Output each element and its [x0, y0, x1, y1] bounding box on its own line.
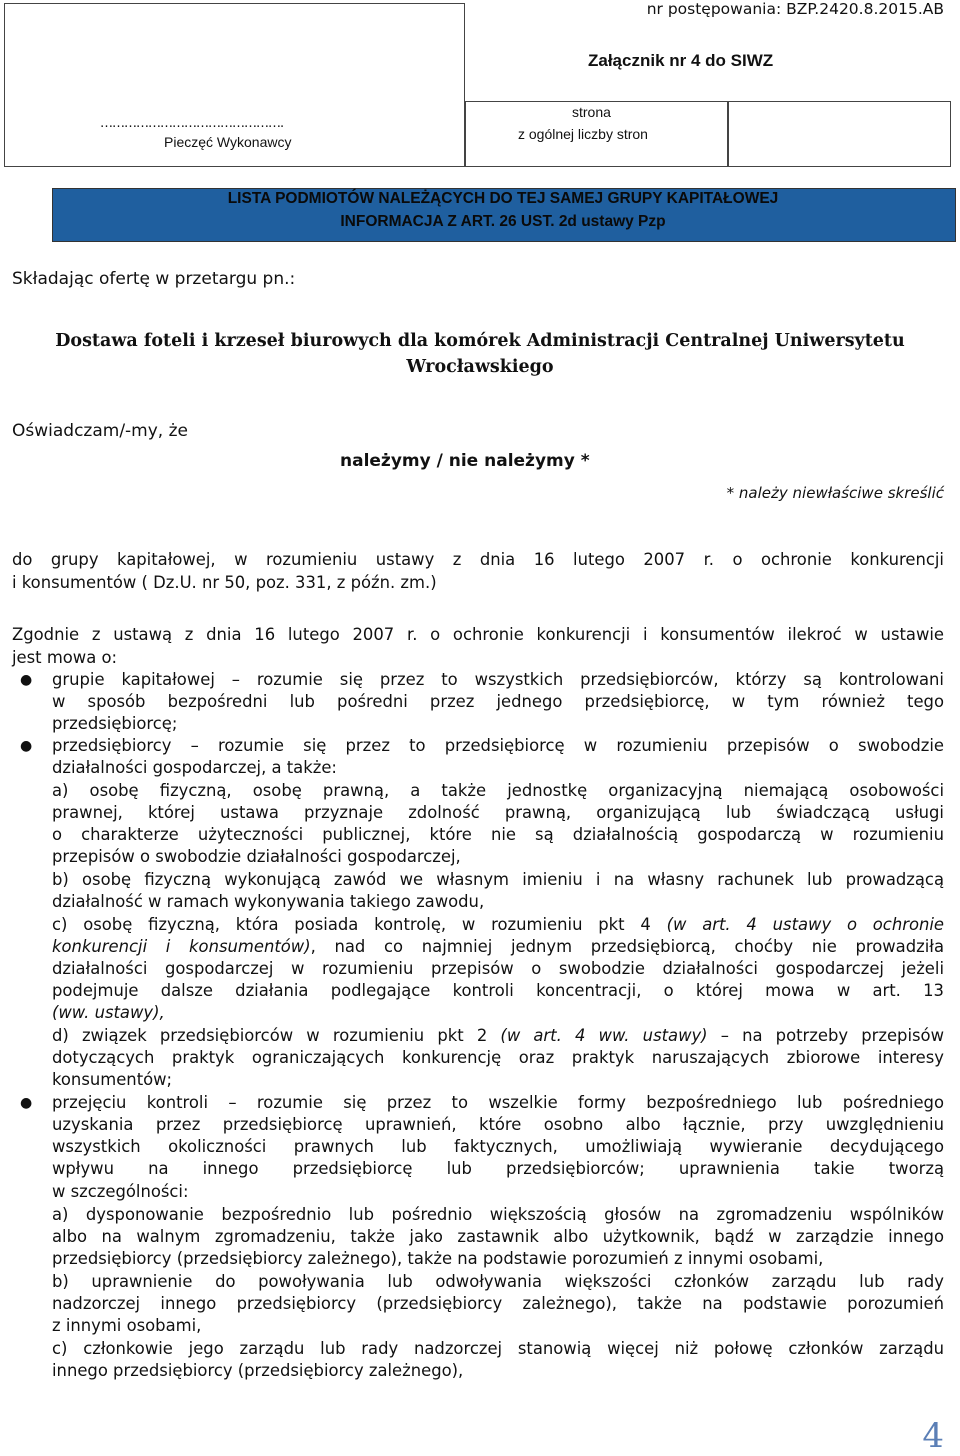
entrepreneur-a-line4: przepisów o swobodzie działalności gospodarczej,: [52, 847, 461, 866]
bullet-icon: ●: [20, 672, 33, 688]
control-b-line3: z innymi osobami,: [52, 1316, 202, 1335]
takeover-line1: przejęciu kontroli – rozumie się przez to wszelkie formy bezpośredniego lub pośredniego: [52, 1093, 944, 1112]
banner-title-line1: LISTA PODMIOTÓW NALEŻĄCYCH DO TEJ SAMEJ GRUPY KAPITAŁOWEJ: [227, 190, 779, 207]
control-a-line1: a) dysponowanie bezpośrednio lub pośrednio większością głosów na zgromadzeniu wspólników: [52, 1205, 944, 1224]
choice-footnote: * należy niewłaściwe skreślić: [726, 484, 944, 502]
tender-title-line1: Dostawa foteli i krzeseł biurowych dla komórek Administracji Centralnej Uniwersytetu: [55, 331, 905, 351]
page-number: 4: [922, 1416, 944, 1456]
entrepreneur-d-line2: dotyczących praktyk ograniczających konkurencję oraz praktyk naruszających zbiorowe interesy: [52, 1048, 944, 1067]
page-label: strona: [572, 104, 611, 120]
definitions-intro-line2: jest mowa o:: [12, 648, 118, 667]
takeover-line4: wpływu na innego przedsiębiorcę lub przedsiębiorców; uprawnienia takie tworzą: [52, 1159, 944, 1178]
entrepreneur-c-line4: podejmuje dalsze działania podlegające kontroli koncentracji, o której mowa w art. 13: [52, 981, 944, 1000]
entrepreneur-d-line3: konsumentów;: [52, 1070, 173, 1089]
entrepreneur-b-line1: b) osobę fizyczną wykonującą zawód we własnym imieniu i na własny rachunek lub prowadzącą: [52, 870, 944, 889]
control-a-line3: przedsiębiorcy (przedsiębiorcy zależnego), także na podstawie porozumień z innymi osobami,: [52, 1249, 824, 1268]
case-number: nr postępowania: BZP.2420.8.2015.AB: [646, 0, 944, 18]
entrepreneur-a-line2: prawnej, której ustawa przyznaje zdolność prawną, organizującą lub świadczącą usługi: [52, 803, 944, 822]
takeover-line5: w szczególności:: [52, 1182, 189, 1201]
control-a-line2: albo na walnym zgromadzeniu, także jako zastawnik albo użytkownik, bądź w zarządzie innego: [52, 1227, 944, 1246]
entrepreneur-d-line1: d) związek przedsiębiorców w rozumieniu pkt 2 (w art. 4 ww. ustawy) – na potrzeby przepisów: [52, 1026, 944, 1045]
control-b-line2: nadzorczej innego przedsiębiorcy (przedsiębiorcy zależnego), także na podstawie porozumień: [52, 1294, 944, 1313]
entrepreneur-c-line3: działalności gospodarczej w rozumieniu przepisów o swobodzie działalności gospodarczej jeżeli: [52, 959, 944, 978]
entrepreneur-c-line2: konkurencji i konsumentów), nad co najmniej jednym przedsiębiorcą, choćby nie prowadziła: [52, 937, 944, 956]
banner-title-line2: INFORMACJA Z ART. 26 UST. 2d ustawy Pzp: [340, 213, 666, 230]
stamp-label: Pieczęć Wykonawcy: [164, 134, 292, 150]
entrepreneur-b-line2: działalność w ramach wykonywania takiego zawodu,: [52, 892, 485, 911]
entrepreneur-line2: działalności gospodarczej, a także:: [52, 758, 337, 777]
bullet-icon: ●: [20, 1095, 33, 1111]
capital-group-line2: w sposób bezpośredni lub pośredni przez jednego przedsiębiorcę, w tym również tego: [52, 692, 944, 711]
capital-group-line3: przedsiębiorcę;: [52, 714, 178, 733]
total-pages-label: z ogólnej liczby stron: [518, 126, 648, 142]
takeover-line2: uzyskania przez przedsiębiorcę uprawnień, które osobno albo łącznie, przy uwzględnieniu: [52, 1115, 944, 1134]
annex-title: Załącznik nr 4 do SIWZ: [588, 51, 774, 70]
takeover-line3: wszystkich okoliczności prawnych lub faktycznych, umożliwiają wywieranie decydującego: [52, 1137, 944, 1156]
capital-group-line1: grupie kapitałowej – rozumie się przez to wszystkich przedsiębiorców, którzy są kontrolowani: [52, 670, 944, 689]
bullet-icon: ●: [20, 738, 33, 754]
group-definition-line1: do grupy kapitałowej, w rozumieniu ustawy z dnia 16 lutego 2007 r. o ochronie konkurencji: [12, 550, 944, 569]
declaration-statement: Oświadczam/-my, że: [12, 421, 188, 441]
group-definition-line2: i konsumentów ( Dz.U. nr 50, poz. 331, z późn. zm.): [12, 573, 437, 592]
control-b-line1: b) uprawnienie do powoływania lub odwoływania większości członków zarządu lub rady: [52, 1272, 944, 1291]
membership-choice: należymy / nie należymy *: [340, 451, 590, 471]
page-count-field-box: [727, 101, 951, 167]
control-c-line1: c) członkowie jego zarządu lub rady nadzorczej stanowią więcej niż połowę członków zarządu: [52, 1339, 944, 1358]
entrepreneur-line1: przedsiębiorcy – rozumie się przez to przedsiębiorcę w rozumieniu przepisów o swobodzie: [52, 736, 944, 755]
entrepreneur-c-line5: (ww. ustawy),: [52, 1003, 165, 1022]
offer-intro: Składając ofertę w przetargu pn.:: [12, 269, 296, 289]
definitions-intro-line1: Zgodnie z ustawą z dnia 16 lutego 2007 r. o ochronie konkurencji i konsumentów ilekroć w ustawie: [12, 625, 944, 644]
entrepreneur-a-line3: o charakterze użyteczności publicznej, które nie są działalnością gospodarczą w rozumieniu: [52, 825, 944, 844]
tender-title-line2: Wrocławskiego: [406, 357, 554, 377]
stamp-dots: ……………………………………….: [100, 116, 284, 131]
entrepreneur-c-line1: c) osobę fizyczną, która posiada kontrolę, w rozumieniu pkt 4 (w art. 4 ustawy o ochronie: [52, 915, 945, 934]
entrepreneur-a-line1: a) osobę fizyczną, osobę prawną, a także jednostkę organizacyjną niemającą osobowości: [52, 781, 944, 800]
control-c-line2: innego przedsiębiorcy (przedsiębiorcy zależnego),: [52, 1361, 464, 1380]
